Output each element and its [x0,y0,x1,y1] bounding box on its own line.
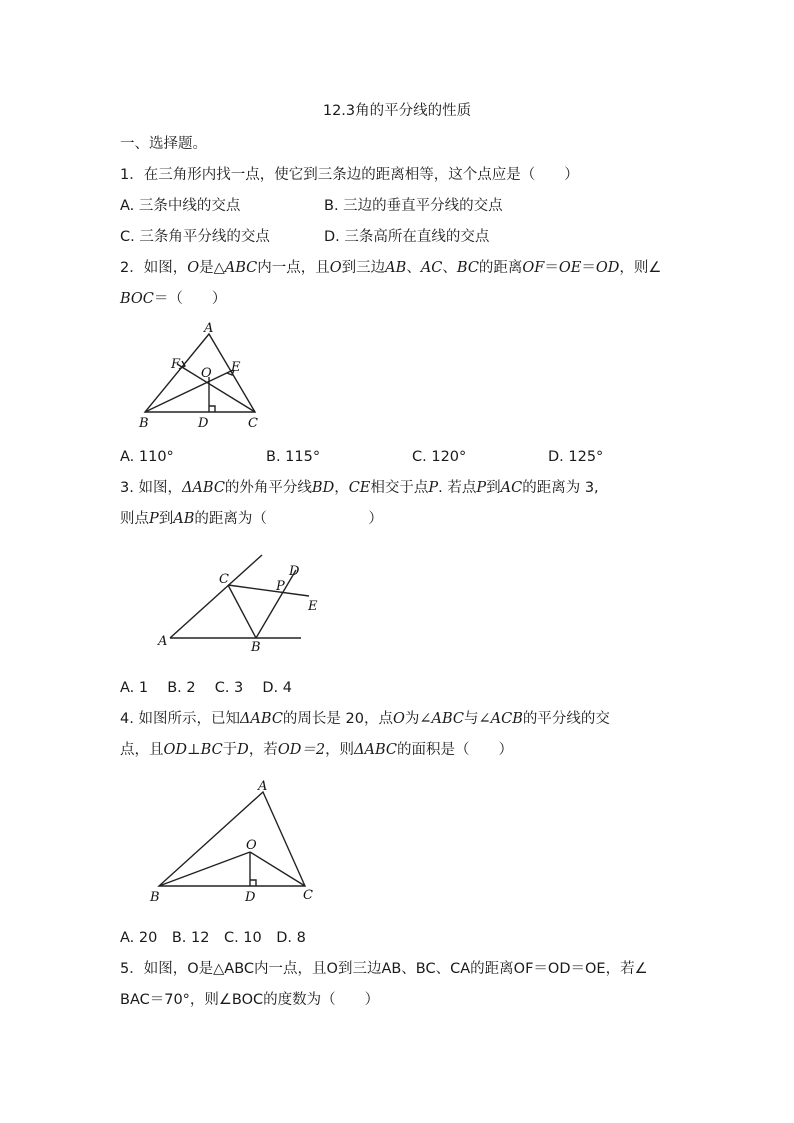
q3-line-ac-extended [170,555,262,638]
q3-line-ce [228,585,309,596]
q2-option-a: A. 110° [120,449,174,465]
q2-right-angle-d [209,406,215,412]
q3-exterior-bisector-figure [155,548,335,658]
q1-option-d: D. 三条高所在直线的交点 [324,229,490,245]
q3-label-d: D [289,564,300,579]
q3-label-e: E [308,599,318,614]
q1-option-a: A. 三条中线的交点 [120,198,241,214]
q2-label-c: C [248,416,258,431]
q2-triangle-figure [135,320,275,430]
question-2-line-1: 2．如图，O是△ABC内一点，且O到三边AB、AC、BC的距离OF＝OE＝OD，则∠ [120,260,662,276]
q4-right-angle-d [250,880,256,886]
question-5-line-2: BAC＝70°，则∠BOC的度数为（ ） [120,992,380,1008]
q1-option-c: C. 三条角平分线的交点 [120,229,270,245]
q3-label-c: C [219,572,229,587]
q4-triangle-figure [145,778,325,908]
page-title: 12.3角的平分线的性质 [322,103,472,119]
q2-label-b: B [139,416,149,431]
question-4-line-1: 4. 如图所示，已知ΔABC的周长是 20，点O为∠ABC与∠ACB的平分线的交 [120,711,610,727]
q2-option-b: B. 115° [266,449,321,465]
q4-line-bo [159,852,250,886]
q2-label-e: E [231,360,241,375]
q2-line-co [177,364,255,412]
section-heading: 一、选择题。 [120,136,207,152]
question-4-line-2: 点，且OD⊥BC于D，若OD＝2，则ΔABC的面积是（ ） [120,742,514,758]
q3-label-p: P [276,579,285,594]
question-1-text: 1．在三角形内找一点，使它到三条边的距离相等，这个点应是（ ） [120,167,579,183]
q2-label-f: F [171,357,181,372]
q2-option-c: C. 120° [412,449,467,465]
q4-label-d: D [245,890,256,905]
q4-label-b: B [150,890,160,905]
q4-label-o: O [246,838,257,853]
q4-label-a: A [258,779,268,794]
q2-option-d: D. 125° [548,449,604,465]
q2-label-d: D [198,416,209,431]
q3-label-b: B [251,640,261,655]
question-3-line-1: 3. 如图，ΔABC的外角平分线BD，CE相交于点P. 若点P到AC的距离为 3, [120,480,599,496]
q3-label-a: A [158,634,168,649]
question-3-line-2: 则点P到AB的距离为（ ） [120,511,383,527]
q3-line-cb [228,585,256,638]
q1-option-b: B. 三边的垂直平分线的交点 [324,198,503,214]
q2-label-a: A [204,321,214,336]
q4-label-c: C [303,888,313,903]
q2-label-o: O [201,366,212,381]
q3-options: A. 1 B. 2 C. 3 D. 4 [120,680,293,696]
question-5-line-1: 5．如图，O是△ABC内一点，且O到三边AB、BC、CA的距离OF＝OD＝OE，若∠ [120,961,648,977]
question-2-line-2: BOC＝（ ） [120,291,227,307]
q4-options: A. 20 B. 12 C. 10 D. 8 [120,930,306,946]
